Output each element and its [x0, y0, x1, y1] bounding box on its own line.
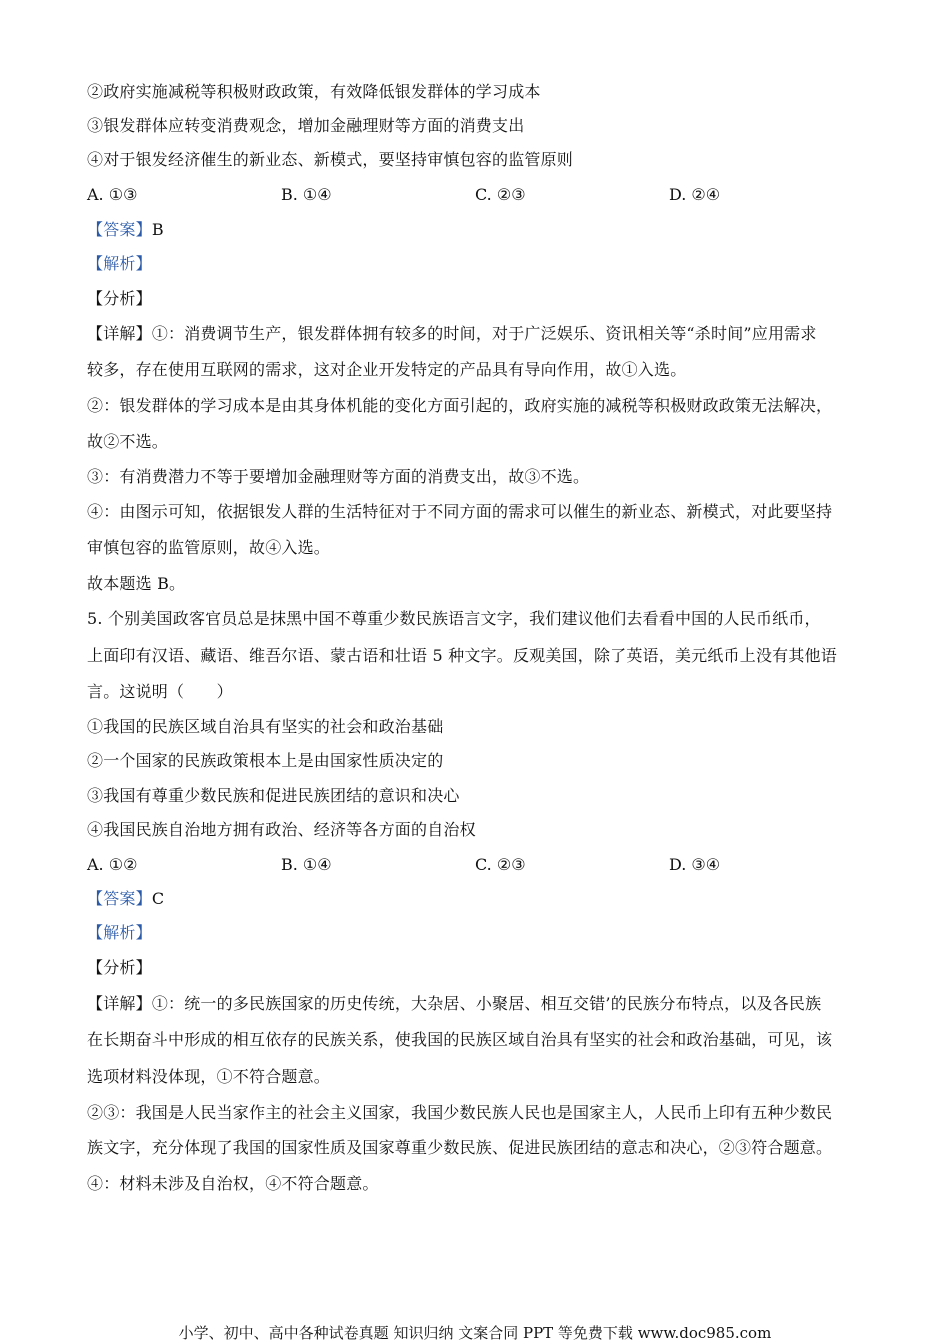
q5-options	[87, 855, 867, 875]
q5-analysis-tag: 【解析】	[87, 923, 152, 942]
q5-option-c: C. ②③	[475, 855, 526, 874]
q4-option-a: A. ①③	[87, 185, 138, 204]
q4-conclusion: 故本题选 B。	[87, 574, 186, 593]
q4-detail-line-4: 故②不选。	[87, 432, 169, 451]
q4-option-d: D. ②④	[669, 185, 721, 204]
q4-statement-2: ②政府实施减税等积极财政政策，有效降低银发群体的学习成本	[87, 82, 541, 101]
q5-detail-line-2: 在长期奋斗中形成的相互依存的民族关系，使我国的民族区域自治具有坚实的社会和政治基础，可见，该	[87, 1030, 833, 1049]
q4-statement-4: ④对于银发经济催生的新业态、新模式，要坚持审慎包容的监管原则	[87, 150, 574, 169]
q5-statement-1: ①我国的民族区域自治具有坚实的社会和政治基础	[87, 717, 444, 736]
q5-statement-2: ②一个国家的民族政策根本上是由国家性质决定的	[87, 751, 444, 770]
q4-detail-line-3: ②：银发群体的学习成本是由其身体机能的变化方面引起的，政府实施的减税等积极财政政策无法解决，	[87, 396, 833, 415]
q4-detail-line-6: ④：由图示可知，依据银发人群的生活特征对于不同方面的需求可以催生的新业态、新模式，对此要坚持	[87, 502, 833, 521]
q5-option-d: D. ③④	[669, 855, 721, 874]
q4-detail-line-5: ③：有消费潜力不等于要增加金融理财等方面的消费支出，故③不选。	[87, 467, 590, 486]
q4-detail-line-7: 审慎包容的监管原则，故④入选。	[87, 538, 331, 557]
answer-value: B	[151, 220, 164, 239]
q5-statement-4: ④我国民族自治地方拥有政治、经济等各方面的自治权	[87, 820, 476, 839]
answer-value: C	[151, 889, 165, 908]
q5-detail-line-4: ②③：我国是人民当家作主的社会主义国家，我国少数民族人民也是国家主人，人民币上印有五种少数民	[87, 1103, 833, 1122]
q4-statement-3: ③银发群体应转变消费观念，增加金融理财等方面的消费支出	[87, 116, 525, 135]
q4-fenxi: 【分析】	[87, 289, 152, 308]
detail-tag: 【详解】	[87, 324, 152, 343]
q5-detail-line-3: 选项材料没体现，①不符合题意。	[87, 1067, 331, 1086]
q5-detail-line-6: ④：材料未涉及自治权，④不符合题意。	[87, 1174, 379, 1193]
q4-option-b: B. ①④	[281, 185, 332, 204]
q4-analysis-tag: 【解析】	[87, 254, 152, 273]
q4-detail-line-1: 【详解】①：消费调节生产，银发群体拥有较多的时间，对于广泛娱乐、资讯相关等“杀时间”应用需求	[87, 324, 817, 343]
q5-fenxi: 【分析】	[87, 958, 152, 977]
q5-detail-line-5: 族文字，充分体现了我国的国家性质及国家尊重少数民族、促进民族团结的意志和决心，②③符合题意。	[87, 1138, 833, 1157]
detail-tag: 【详解】	[87, 994, 152, 1013]
q4-option-c: C. ②③	[475, 185, 526, 204]
q5-option-a: A. ①②	[87, 855, 138, 874]
answer-tag: 【答案】	[87, 220, 152, 239]
q5-detail-line-1: 【详解】①：统一的多民族国家的历史传统，大杂居、小聚居、相互交错’的民族分布特点，以及各民族	[87, 994, 822, 1013]
q5-answer	[87, 889, 867, 909]
q5-option-b: B. ①④	[281, 855, 332, 874]
answer-tag: 【答案】	[87, 889, 152, 908]
q5-stem-line-1: 5. 个别美国政客官员总是抹黑中国不尊重少数民族语言文字，我们建议他们去看看中国的人民币纸币，	[87, 609, 821, 628]
q5-stem-line-2: 上面印有汉语、藏语、维吾尔语、蒙古语和壮语 5 种文字。反观美国，除了英语，美元纸币上没有其他语	[87, 646, 837, 665]
q4-answer	[87, 220, 867, 240]
page-footer: 小学、初中、高中各种试卷真题 知识归纳 文案合同 PPT 等免费下载 www.doc985.com	[178, 1324, 772, 1342]
q5-stem-line-3: 言。这说明（ ）	[87, 682, 233, 701]
q4-options	[87, 185, 867, 205]
q5-statement-3: ③我国有尊重少数民族和促进民族团结的意识和决心	[87, 786, 460, 805]
q4-detail-line-2: 较多，存在使用互联网的需求，这对企业开发特定的产品具有导向作用，故①入选。	[87, 360, 687, 379]
